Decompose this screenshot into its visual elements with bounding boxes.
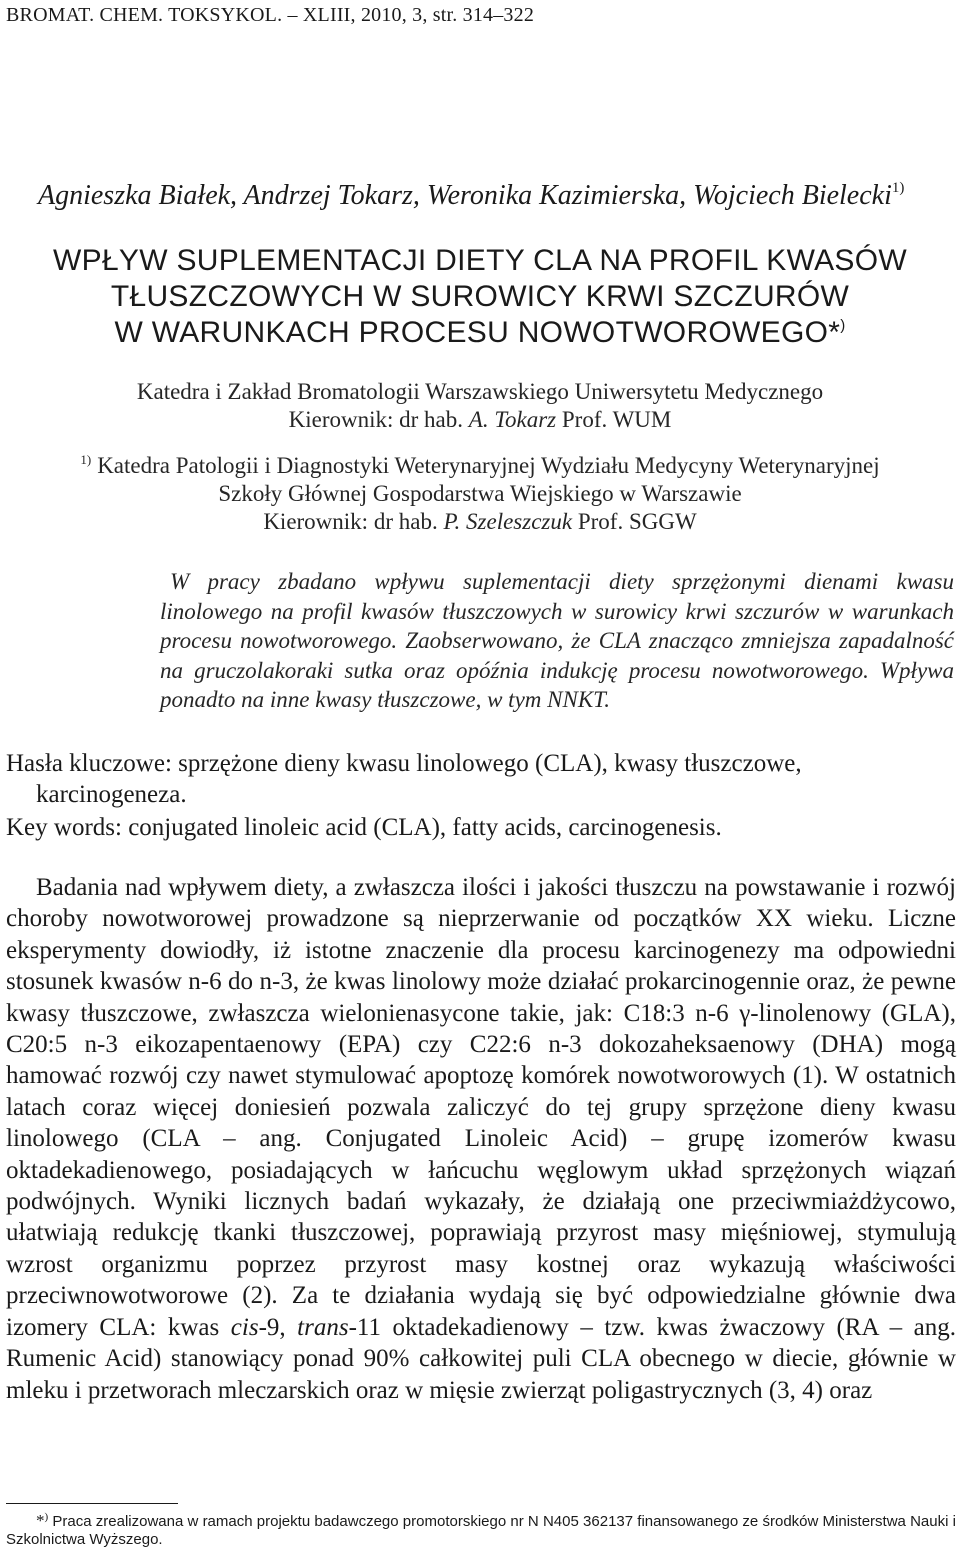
affiliation-1 <box>0 378 960 434</box>
body-cis: cis <box>230 1313 259 1341</box>
footnote-mark <box>36 1511 48 1530</box>
author-list <box>38 178 938 214</box>
title-line-3-wrap <box>0 315 960 351</box>
author-affiliation-mark: 1) <box>891 180 905 196</box>
author-names: Agnieszka Białek, Andrzej Tokarz, Weronika Kazimierska, Wojciech Bielecki <box>38 180 892 211</box>
affiliation-2-head-suffix: Prof. SGGW <box>572 509 697 534</box>
body-part-1: Badania nad wpływem diety, a zwłaszcza ilości i jakości tłuszczu na powstawanie i rozwój choroby nowotworowej prowadzone są nieprzerwanie od początków XX wieku. Liczne eksperymenty dowiodły, iż istotne znaczenie dla procesu karcinogenezy ma odpowiedni stosunek kwasów n-6 do n-3, że kwas linolowy może działać prokarcinogennie oraz, że pewne kwasy tłuszczowe, zwłaszcza wielonienasycone takie, jak: C18:3 n-6 γ-linolenowy (GLA), C20:5 n-3 eikozapentaenowy (EPA) czy C22:6 n-3 dokozaheksaenowy (DHA) mogą hamować rozwój czy nawet stymulować apoptozę komórek nowotworowych (1). W ostatnich latach coraz więcej doniesień pozwala zaliczyć do tej grupy sprzężone dieny kwasu linolowego (CLA – ang. Conjugated Linoleic Acid) – grupę izomerów kwasu oktadekadienowego, posiadających w łańcuchu węglowym układ sprzężonych wiązań podwójnych. Wyniki licznych badań wykazały, że działają one przeciwmiażdżycowo, ułatwiają redukcję tkanki tłuszczowej, poprawiają przyrost masy mięśniowej, stymulują wzrost organizmu poprzez przyrost masy kostnej oraz wykazują właściwości przeciwnowotworowe (2). Za te działania wydają się być odpowiedzialne głównie dwa izomery CLA: kwas <box>6 874 956 1341</box>
title-line-3: W WARUNKACH PROCESU NOWOTWOROWEGO* <box>114 316 841 349</box>
body-paragraph <box>6 872 956 1406</box>
title-line-2: TŁUSZCZOWYCH W SUROWICY KRWI SZCZURÓW <box>110 280 850 313</box>
footnote-mark-sup: ) <box>44 1511 49 1523</box>
keywords-english: Key words: conjugated linoleic acid (CLA), fatty acids, carcinogenesis. <box>6 814 722 841</box>
title-footnote-mark: ) <box>840 317 846 334</box>
footnote-mark-star: * <box>36 1511 45 1530</box>
affiliation-1-head <box>0 406 960 434</box>
affiliation-1-name: Katedra i Zakład Bromatologii Warszawskiego Uniwersytetu Medycznego <box>136 379 824 404</box>
title-line-1: WPŁYW SUPLEMENTACJI DIETY CLA NA PROFIL KWASÓW <box>53 244 907 277</box>
affiliation-1-head-name: A. Tokarz <box>468 407 557 432</box>
running-head: BROMAT. CHEM. TOKSYKOL. – XLIII, 2010, 3, str. 314–322 <box>6 4 535 26</box>
footnote <box>6 1512 956 1549</box>
body-trans: trans <box>297 1313 349 1341</box>
abstract <box>160 567 954 715</box>
affiliation-1-head-suffix: Prof. WUM <box>556 407 672 432</box>
affiliation-1-head-prefix: Kierownik: dr hab. <box>288 407 469 432</box>
affiliation-2-name-line-2: Szkoły Głównej Gospodarstwa Wiejskiego w Warszawie <box>218 481 742 506</box>
body-part-3: -11 oktadekadienowy – tzw. kwas żwaczowy (RA – ang. Rumenic Acid) stanowiący ponad 90% całkowitej puli CLA obecnego w diecie, głównie w mleku i przetworach mleczarskich oraz w mięsie zwierząt poligastrycznych (3, 4) oraz <box>6 1313 957 1404</box>
footnote-divider <box>6 1503 178 1504</box>
affiliation-2-name-line-1 <box>0 452 960 480</box>
abstract-text: W pracy zbadano wpływu suplementacji diety sprzężonymi dienami kwasu linolowego na profil kwasów tłuszczowych w surowicy krwi szczurów w warunkach procesu nowotworowego. Zaobserwowano, że CLA znacząco zmniejsza zapadalność na gruczolakoraki sutka oraz opóźnia indukcję procesu nowotworowego. Wpływa ponadto na inne kwasy tłuszczowe, w tym NNKT. <box>160 569 954 712</box>
affiliation-2 <box>0 452 960 536</box>
affiliation-2-head-prefix: Kierownik: dr hab. <box>263 509 444 534</box>
affiliation-2-head <box>0 508 960 536</box>
footnote-text: Praca zrealizowana w ramach projektu badawczego promotorskiego nr N N405 362137 finansowanego ze środków Ministerstwa Nauki i Szkolnictwa Wyższego. <box>6 1513 956 1548</box>
keywords-block <box>6 748 954 843</box>
affiliation-2-head-name: P. Szeleszczuk <box>443 509 573 534</box>
body-text <box>6 872 956 1406</box>
article-title <box>0 243 960 351</box>
body-part-2: -9, <box>258 1313 298 1341</box>
affiliation-2-mark: 1) <box>80 452 92 467</box>
affiliation-2-name-text-1: Katedra Patologii i Diagnostyki Weterynaryjnej Wydziału Medycyny Weterynaryjnej <box>97 453 880 478</box>
keywords-polish: Hasła kluczowe: sprzężone dieny kwasu linolowego (CLA), kwasy tłuszczowe, karcinogeneza. <box>6 750 802 808</box>
